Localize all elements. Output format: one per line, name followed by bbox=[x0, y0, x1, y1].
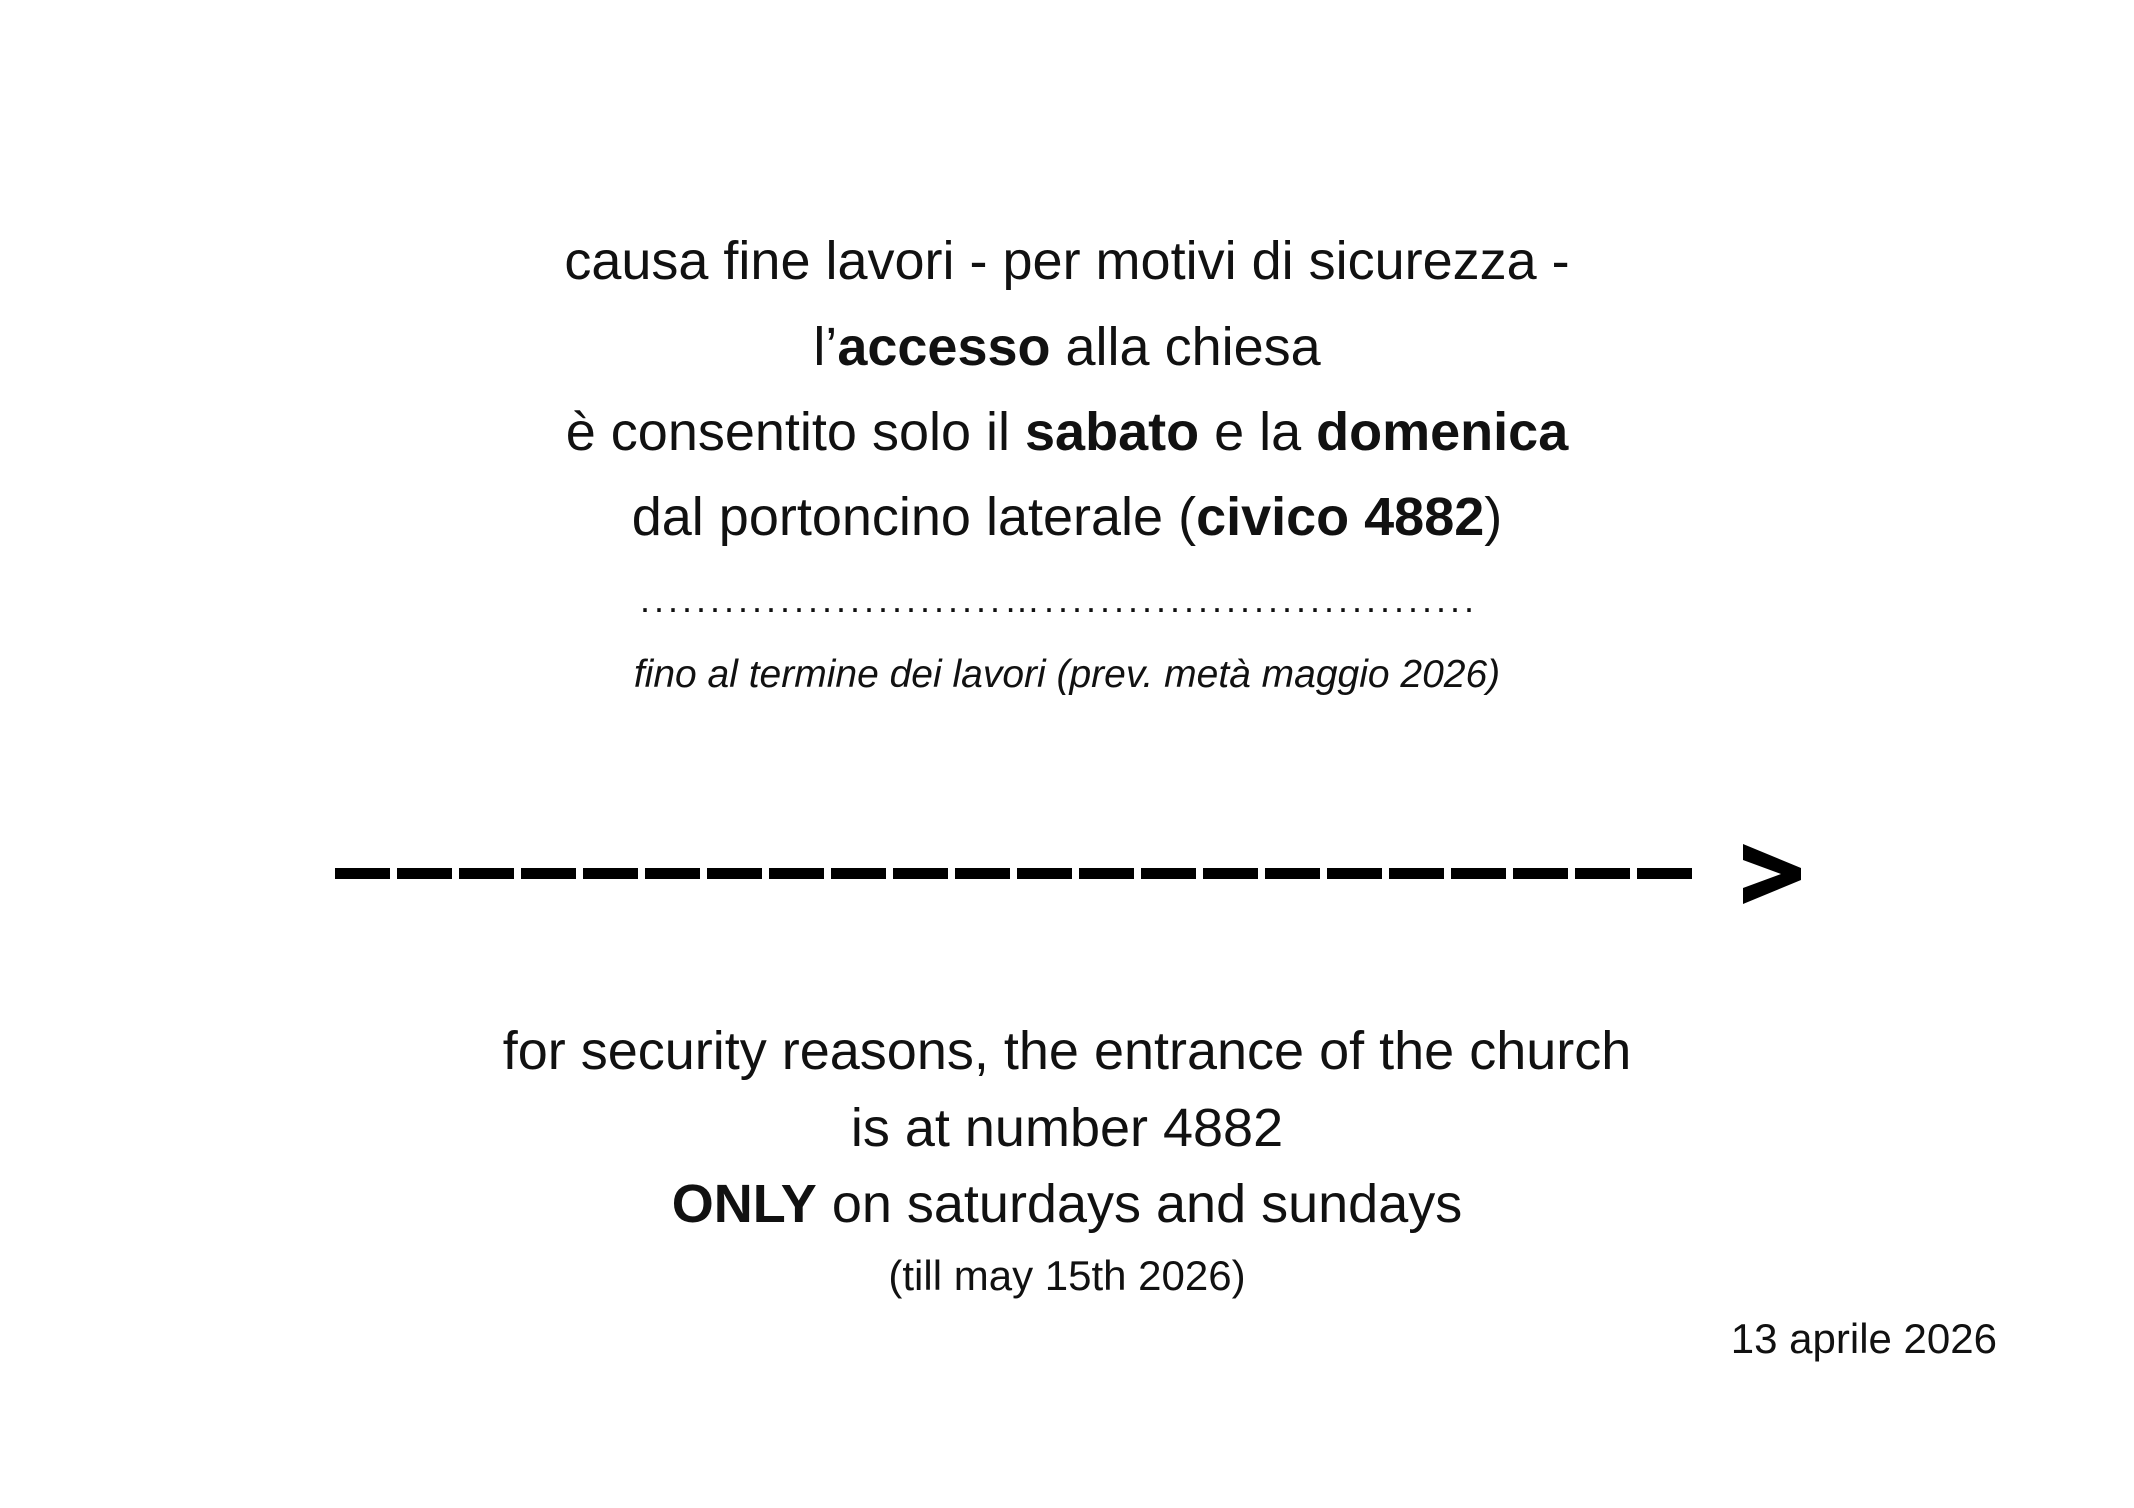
italian-line-4-suffix: ) bbox=[1484, 487, 1503, 547]
italian-street-number: civico 4882 bbox=[1196, 487, 1485, 547]
italian-line-2-prefix: l’ bbox=[813, 317, 838, 377]
italian-line-3-middle: e la bbox=[1199, 402, 1317, 462]
notice-date: 13 aprile 2026 bbox=[1730, 1315, 1997, 1362]
italian-sunday-word: domenica bbox=[1316, 402, 1569, 462]
italian-access-word: accesso bbox=[837, 317, 1051, 377]
italian-line-2 bbox=[0, 312, 2134, 382]
italian-saturday-word: sabato bbox=[1025, 402, 1200, 462]
english-only-word: ONLY bbox=[671, 1174, 817, 1234]
italian-line-4 bbox=[0, 482, 2134, 552]
english-line-2: is at number 4882 bbox=[850, 1098, 1284, 1158]
english-until-note: (till may 15th 2026) bbox=[888, 1252, 1246, 1299]
italian-line-4-prefix: dal portoncino laterale ( bbox=[631, 487, 1197, 547]
english-line-1: for security reasons, the entrance of the church bbox=[502, 1021, 1632, 1081]
right-arrow-icon bbox=[335, 838, 1805, 910]
italian-line-2-suffix: alla chiesa bbox=[1050, 317, 1321, 377]
italian-until-note: fino al termine dei lavori (prev. metà maggio 2026) bbox=[633, 653, 1501, 696]
italian-line-1-text: causa fine lavori - per motivi di sicurezza - bbox=[564, 231, 1570, 291]
italian-line-3 bbox=[0, 397, 2134, 467]
italian-line-1 bbox=[0, 226, 2134, 296]
english-line-3 bbox=[0, 1171, 2134, 1237]
english-line-3-suffix: on saturdays and sundays bbox=[816, 1174, 1463, 1234]
italian-line-3-prefix: è consentito solo il bbox=[565, 402, 1026, 462]
dotted-separator: ..........................…............................... bbox=[639, 579, 1479, 620]
